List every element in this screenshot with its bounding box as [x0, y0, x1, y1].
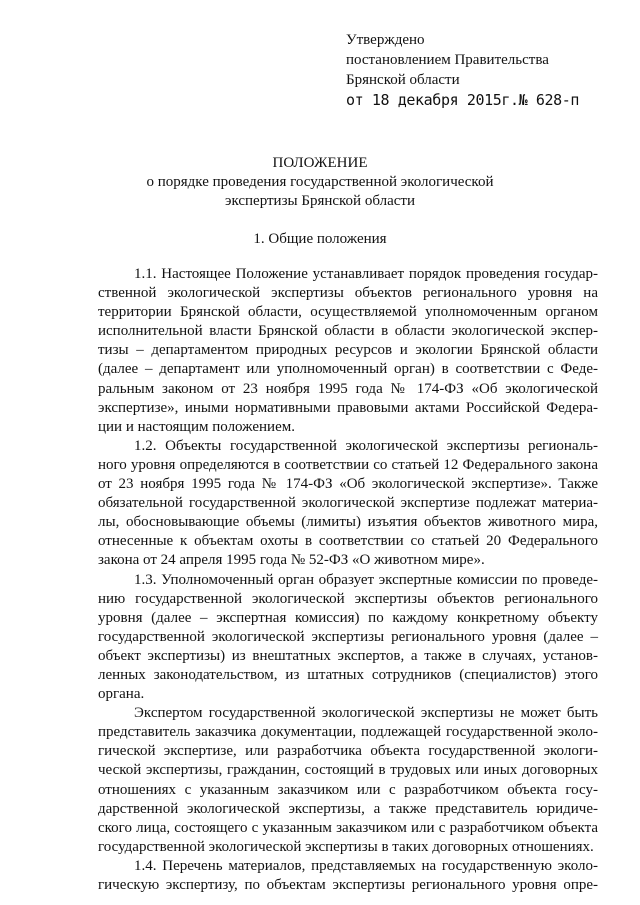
paragraph-line: отношениях с указанным заказчиком или с разработчиком объекта госу- — [98, 781, 598, 798]
paragraph — [98, 571, 598, 705]
paragraph-line: тизы – департаментом природных ресурсов и экологии Брянской области — [98, 342, 598, 359]
document-subtitle: о порядке проведения государственной экологической — [146, 174, 494, 190]
paragraph-line: гической экспертизе, или разработчика объекта государственной экологи- — [98, 743, 598, 760]
paragraph-line: обязательной государственной экологической экспертизе подлежат материа- — [98, 495, 598, 512]
paragraph-line: (далее – департамент или уполномоченный орган) в соответствии с Феде- — [98, 361, 598, 378]
paragraph-line: представитель заказчика документации, подлежащей государственной эколо- — [98, 724, 598, 741]
section-heading: 1. Общие положения — [253, 231, 387, 247]
approval-stamp — [346, 30, 606, 110]
paragraph-line: от 23 ноября 1995 года № 174-ФЗ «Об экологической экспертизе». Также — [98, 476, 598, 493]
paragraph-line: экспертизе», иными нормативными правовыми актами Российской Федера- — [98, 399, 598, 416]
paragraph-line: ственной экологической экспертизы объектов регионального уровня на — [98, 285, 598, 302]
paragraph-line: объект экспертизы) из внештатных экспертов, а также в случаях, установ- — [98, 647, 598, 664]
paragraph — [98, 265, 598, 437]
paragraph-line: 1.2. Объекты государственной экологической экспертизы региональ- — [134, 437, 598, 454]
paragraph-line: государственной экологической экспертизы в таких договорных отношениях. — [98, 838, 594, 855]
paragraph-line: органа. — [98, 686, 145, 703]
paragraph-line: нию государственной экологической экспертизы объектов регионального — [98, 590, 598, 607]
paragraph-line: ленных законодательством, из штатных сотрудников (специалистов) этого — [98, 666, 598, 683]
approval-line: Брянской области — [346, 72, 460, 88]
paragraph-line: ческой экспертизы, гражданин, состоящий в трудовых или иных договорных — [98, 762, 598, 779]
document-body — [98, 265, 598, 895]
paragraph-line: государственной экологической экспертизы регионального уровня (далее – — [98, 628, 598, 645]
paragraph-line: закона от 24 апреля 1995 года № 52-ФЗ «О животном мире». — [98, 552, 485, 569]
paragraph-line: 1.4. Перечень материалов, представляемых на государственную эколо- — [134, 857, 598, 874]
document-subtitle: экспертизы Брянской области — [225, 193, 415, 209]
paragraph-line: отнесенные к объектам охоты в соответствии со статьей 20 Федерального — [98, 533, 598, 550]
paragraph-line: ского лица, состоящего с указанным заказчиком или с разработчиком объекта — [98, 819, 598, 836]
paragraph-line: ральным законом от 23 ноября 1995 года № 174-ФЗ «Об экологической — [98, 380, 598, 397]
paragraph-line: ного уровня определяются в соответствии со статьей 12 Федерального закона — [98, 456, 598, 473]
paragraph-line: уровня (далее – экспертная комиссия) по каждому конкретному объекту — [98, 609, 598, 626]
approval-line: постановлением Правительства — [346, 52, 549, 68]
document-heading: ПОЛОЖЕНИЕ — [272, 155, 368, 171]
paragraph-line: гическую экспертизу, по объектам экспертизы регионального уровня опре- — [98, 877, 598, 893]
paragraph-line: исполнительной власти Брянской области в области экологической экспер- — [98, 323, 598, 340]
paragraph-line: ции и настоящим положением. — [98, 418, 295, 435]
paragraph — [98, 857, 598, 895]
paragraph — [98, 437, 598, 571]
paragraph-line: 1.1. Настоящее Положение устанавливает порядок проведения государ- — [134, 266, 598, 282]
paragraph — [98, 704, 598, 857]
paragraph-line: территории Брянской области, осуществляемой уполномоченным органом — [98, 304, 598, 321]
approval-line: Утверждено — [346, 32, 425, 48]
paragraph-line: лы, обосновывающие объемы (лимиты) изъятия объектов животного мира, — [98, 514, 598, 531]
paragraph-line: Экспертом государственной экологической экспертизы не может быть — [134, 705, 598, 722]
paragraph-line: 1.3. Уполномоченный орган образует экспертные комиссии по проведе- — [134, 571, 598, 588]
approval-date-number: от 18 декабря 2015г.№ 628-п — [346, 91, 580, 109]
document-title — [0, 154, 640, 211]
paragraph-line: дарственной экологической экспертизы, а также представитель юридиче- — [98, 800, 598, 817]
